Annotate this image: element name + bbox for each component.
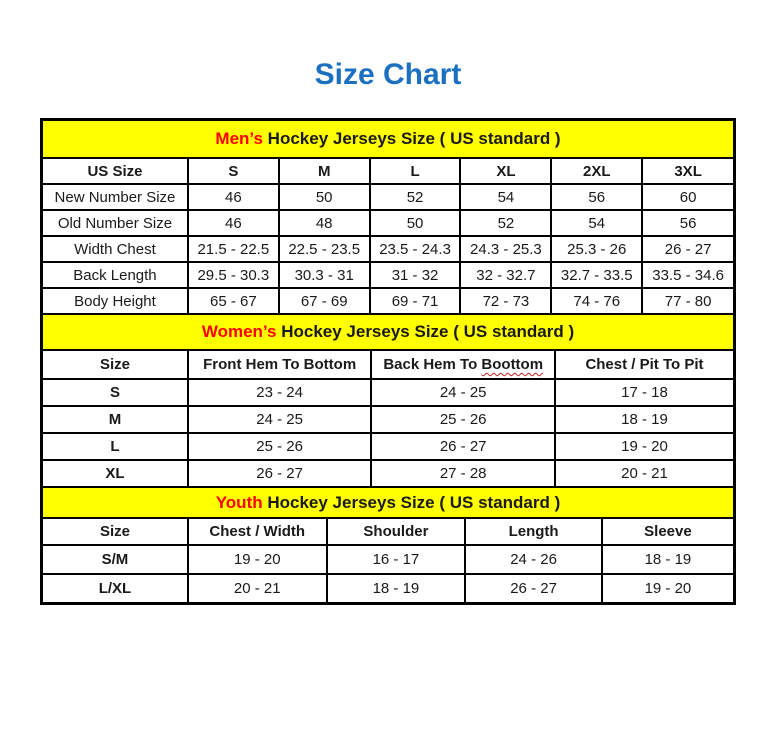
- mens-size-table: [43, 159, 733, 313]
- table-cell: 26 - 27: [642, 236, 733, 262]
- table-cell: 33.5 - 34.6: [642, 262, 733, 288]
- page-title: Size Chart: [314, 58, 462, 91]
- table-cell: 19 - 20: [188, 545, 327, 574]
- mens-section-highlight: Men’s: [215, 129, 263, 148]
- table-cell: 19 - 20: [602, 574, 733, 602]
- table-cell: 24 - 26: [465, 545, 602, 574]
- row-label: New Number Size: [43, 184, 188, 210]
- size-chart-table-group: [40, 118, 736, 605]
- table-header-row: [43, 351, 733, 379]
- table-row: [43, 574, 733, 602]
- table-cell: 24 - 25: [371, 379, 555, 406]
- youth-section-title-rest: Hockey Jerseys Size ( US standard ): [262, 492, 561, 512]
- column-header: Back Hem To Boottom: [371, 351, 555, 379]
- table-cell: 21.5 - 22.5: [188, 236, 279, 262]
- misspelled-word: Boottom: [481, 356, 544, 373]
- table-cell: 24.3 - 25.3: [460, 236, 551, 262]
- table-cell: 17 - 18: [555, 379, 733, 406]
- table-row: [43, 406, 733, 433]
- table-header-row: [43, 519, 733, 545]
- table-cell: 19 - 20: [555, 433, 733, 460]
- column-header: Shoulder: [327, 519, 466, 545]
- table-cell: 56: [642, 210, 733, 236]
- table-cell: 54: [551, 210, 642, 236]
- table-row: [43, 379, 733, 406]
- row-label: Width Chest: [43, 236, 188, 262]
- mens-section: [43, 121, 733, 313]
- column-header: Length: [465, 519, 602, 545]
- size-chart-page: [0, 58, 776, 605]
- column-header: 2XL: [551, 159, 642, 184]
- column-header: Chest / Width: [188, 519, 327, 545]
- column-header: Sleeve: [602, 519, 733, 545]
- row-label: L/XL: [43, 574, 188, 602]
- youth-section-highlight: Youth: [215, 492, 263, 512]
- table-cell: 54: [460, 184, 551, 210]
- table-cell: 24 - 25: [188, 406, 372, 433]
- row-label: M: [43, 406, 188, 433]
- table-cell: 32.7 - 33.5: [551, 262, 642, 288]
- column-header: Size: [43, 351, 188, 379]
- table-cell: 26 - 27: [188, 460, 372, 486]
- column-header: S: [188, 159, 279, 184]
- column-header: Chest / Pit To Pit: [555, 351, 733, 379]
- table-row: [43, 262, 733, 288]
- table-cell: 25 - 26: [371, 406, 555, 433]
- table-cell: 18 - 19: [555, 406, 733, 433]
- table-cell: 32 - 32.7: [460, 262, 551, 288]
- table-row: [43, 210, 733, 236]
- table-cell: 18 - 19: [327, 574, 466, 602]
- column-header: US Size: [43, 159, 188, 184]
- table-cell: 77 - 80: [642, 288, 733, 313]
- row-label: L: [43, 433, 188, 460]
- table-row: [43, 460, 733, 486]
- table-cell: 60: [642, 184, 733, 210]
- table-row: [43, 184, 733, 210]
- column-header: Size: [43, 519, 188, 545]
- table-cell: 26 - 27: [465, 574, 602, 602]
- column-header: Front Hem To Bottom: [188, 351, 372, 379]
- row-label: Body Height: [43, 288, 188, 313]
- table-cell: 20 - 21: [555, 460, 733, 486]
- table-cell: 18 - 19: [602, 545, 733, 574]
- table-cell: 65 - 67: [188, 288, 279, 313]
- table-row: [43, 288, 733, 313]
- table-header-row: [43, 159, 733, 184]
- column-header: XL: [460, 159, 551, 184]
- table-row: [43, 236, 733, 262]
- table-cell: 22.5 - 23.5: [279, 236, 370, 262]
- table-cell: 56: [551, 184, 642, 210]
- table-cell: 26 - 27: [371, 433, 555, 460]
- row-label: S: [43, 379, 188, 406]
- table-cell: 46: [188, 184, 279, 210]
- row-label: Back Length: [43, 262, 188, 288]
- table-cell: 29.5 - 30.3: [188, 262, 279, 288]
- mens-section-header: [43, 121, 733, 159]
- table-cell: 50: [279, 184, 370, 210]
- column-header: M: [279, 159, 370, 184]
- table-cell: 52: [370, 184, 461, 210]
- table-cell: 46: [188, 210, 279, 236]
- youth-section-header: [43, 486, 733, 519]
- table-cell: 23 - 24: [188, 379, 372, 406]
- row-label: XL: [43, 460, 188, 486]
- table-cell: 69 - 71: [370, 288, 461, 313]
- youth-section: [43, 486, 733, 602]
- table-cell: 67 - 69: [279, 288, 370, 313]
- table-cell: 31 - 32: [370, 262, 461, 288]
- womens-size-table: [43, 351, 733, 486]
- womens-section-header: [43, 313, 733, 351]
- table-cell: 23.5 - 24.3: [370, 236, 461, 262]
- table-cell: 50: [370, 210, 461, 236]
- womens-section-title-rest: Hockey Jerseys Size ( US standard ): [276, 322, 575, 341]
- womens-section-highlight: Women’s: [201, 322, 277, 341]
- youth-size-table: [43, 519, 733, 602]
- table-cell: 30.3 - 31: [279, 262, 370, 288]
- table-cell: 72 - 73: [460, 288, 551, 313]
- table-cell: 25.3 - 26: [551, 236, 642, 262]
- table-cell: 27 - 28: [371, 460, 555, 486]
- womens-section: [43, 313, 733, 486]
- table-cell: 16 - 17: [327, 545, 466, 574]
- mens-section-title-rest: Hockey Jerseys Size ( US standard ): [262, 129, 561, 148]
- table-cell: 74 - 76: [551, 288, 642, 313]
- table-cell: 25 - 26: [188, 433, 372, 460]
- row-label: Old Number Size: [43, 210, 188, 236]
- row-label: S/M: [43, 545, 188, 574]
- table-row: [43, 433, 733, 460]
- table-cell: 48: [279, 210, 370, 236]
- table-cell: 20 - 21: [188, 574, 327, 602]
- column-header: L: [370, 159, 461, 184]
- table-row: [43, 545, 733, 574]
- column-header: 3XL: [642, 159, 733, 184]
- table-cell: 52: [460, 210, 551, 236]
